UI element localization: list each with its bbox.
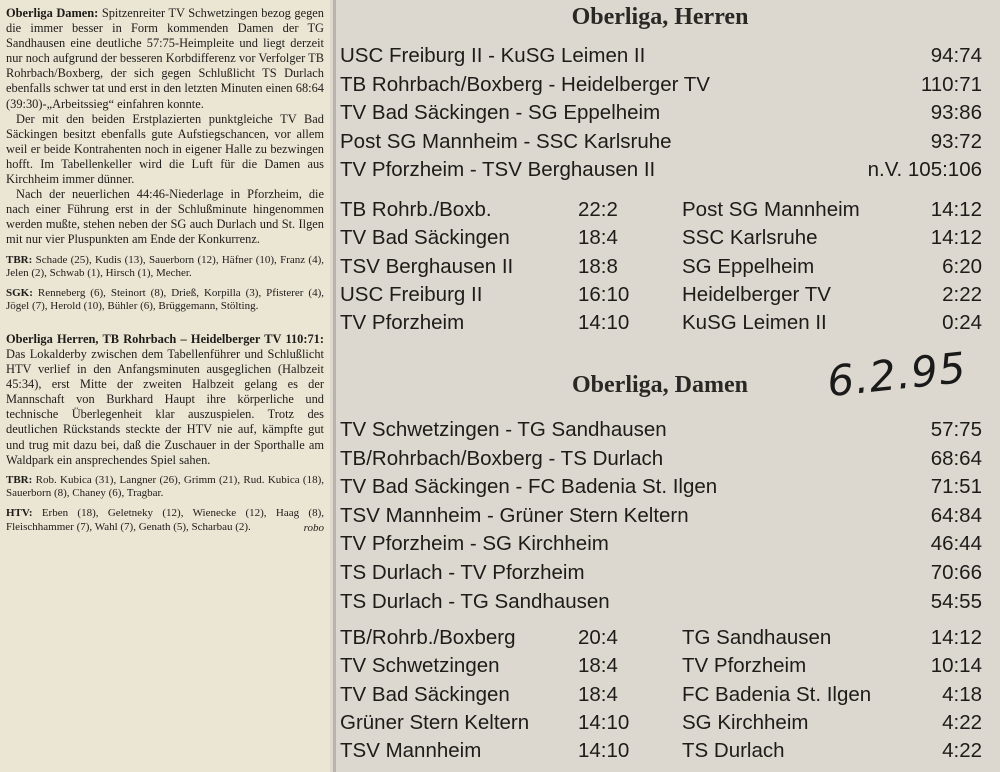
- match-score: n.V. 105:106: [867, 158, 982, 182]
- match-name: TB Rohrbach/Boxberg - Heidelberger TV: [340, 72, 710, 96]
- paragraph-heading: Oberliga Damen:: [6, 6, 99, 20]
- team-name: SSC Karlsruhe: [682, 226, 818, 250]
- match-name: TS Durlach - TV Pforzheim: [340, 560, 585, 584]
- team-name: TG Sandhausen: [682, 626, 832, 649]
- team-points: 14:12: [930, 226, 982, 250]
- result-row: [340, 99, 982, 128]
- lineup-label: TBR:: [6, 253, 33, 266]
- match-score: 57:75: [930, 418, 982, 441]
- lineup-label: TBR:: [6, 473, 33, 486]
- paragraph-heading: Oberliga Herren, TB Rohrbach – Heidelberger TV 110:71:: [6, 331, 324, 346]
- team-name: FC Badenia St. Ilgen: [682, 682, 872, 706]
- team-name: KuSG Leimen II: [682, 311, 827, 335]
- team-points: 14:10: [578, 311, 630, 335]
- team-name: Post SG Mannheim: [682, 198, 860, 221]
- team-points: 18:4: [578, 682, 618, 706]
- result-row: [340, 530, 982, 559]
- result-row: [340, 71, 982, 100]
- lineup-text: Schade (25), Kudis (13), Sauerborn (12), Häfner (10), Franz (4), Jelen (2), Schwab (1), Hirsch (1), Mecher.: [6, 253, 324, 280]
- team-name: TV Pforzheim: [340, 311, 465, 335]
- damen-results: [340, 416, 982, 616]
- team-points: 14:10: [578, 710, 630, 734]
- team-name: TB Rohrb./Boxb.: [340, 198, 492, 221]
- team-name: TV Schwetzingen: [340, 654, 500, 678]
- team-points: 4:22: [942, 710, 982, 734]
- standings-row: [340, 624, 982, 652]
- match-name: TV Pforzheim - TSV Berghausen II: [340, 158, 656, 182]
- team-name: TSV Mannheim: [340, 739, 482, 763]
- standings-row: [340, 709, 982, 737]
- lineup-tbr: [6, 474, 324, 501]
- lineup-text: Erben (18), Geletneky (12), Wienecke (12), Haag (8), Fleischhammer (7), Wahl (7), Genath (5), Scharbau (2).: [6, 506, 324, 533]
- match-name: TV Pforzheim - SG Kirchheim: [340, 532, 609, 556]
- lineup-label: SGK:: [6, 286, 33, 299]
- team-name: SG Kirchheim: [682, 710, 809, 734]
- match-name: TSV Mannheim - Grüner Stern Keltern: [340, 503, 689, 527]
- team-points: 16:10: [578, 282, 630, 306]
- team-points: 22:2: [578, 198, 618, 221]
- standings-row: [340, 737, 982, 765]
- damen-standings: [340, 624, 982, 765]
- team-points: 0:24: [942, 311, 982, 335]
- result-row: [340, 416, 982, 445]
- match-score: 71:51: [930, 475, 982, 499]
- team-name: TV Bad Säckingen: [340, 226, 510, 250]
- article-paragraph: Nach der neuerlichen 44:46-Niederlage in Pforzheim, die nach einer Führung erst in der Schlußminute hingenommen werden mußte, stehen neben der SG auch Durlach und St. Ilgen mit nur vier Pluspunkten am Ende der Konkurrenz.: [6, 187, 324, 247]
- team-points: 14:12: [930, 626, 982, 649]
- paragraph-text: Das Lokalderby zwischen dem Tabellenführer und Schlußlicht HTV verlief in den Anfangsminuten ausgeglichen (Halbzeit 45:34), erst Mitte der zweiten Halbzeit gelang es der Mannschaft von Burkhard Haupt ihre körperliche und technische Überlegenheit klar auszuspielen. Trotz des deutlichen Rückstands steckte der HTV nie auf, kämpfte gut und trug mit dazu bei, daß die Zuschauer in der Sporthalle am Waldpark ein ansprechendes Spiel sahen.: [6, 346, 324, 467]
- team-name: Heidelberger TV: [682, 282, 831, 306]
- match-score: 54:55: [930, 589, 982, 613]
- match-score: 64:84: [930, 503, 982, 527]
- team-points: 14:12: [930, 198, 982, 221]
- match-name: TS Durlach - TG Sandhausen: [340, 589, 610, 613]
- team-name: TS Durlach: [682, 739, 785, 763]
- lineup-sgk: [6, 287, 324, 314]
- match-score: 93:86: [930, 101, 982, 125]
- team-name: USC Freiburg II: [340, 282, 483, 306]
- team-name: TSV Berghausen II: [340, 254, 514, 278]
- lineup-label: HTV:: [6, 506, 33, 519]
- herren-heading: Oberliga, Herren: [571, 4, 749, 30]
- team-name: Grüner Stern Keltern: [340, 710, 530, 734]
- match-score: 70:66: [930, 560, 982, 584]
- result-row: [340, 473, 982, 502]
- match-score: 46:44: [930, 532, 982, 556]
- column-divider: [333, 0, 336, 772]
- match-name: TV Bad Säckingen - SG Eppelheim: [340, 101, 661, 125]
- lineup-text: Rob. Kubica (31), Langner (26), Grimm (21), Rud. Kubica (18), Sauerborn (8), Chaney (6), Tragbar.: [6, 473, 324, 500]
- team-points: 2:22: [942, 282, 982, 306]
- result-row: [340, 128, 982, 157]
- team-points: 18:4: [578, 654, 618, 678]
- match-score: 94:74: [930, 44, 982, 67]
- result-row: [340, 559, 982, 588]
- team-name: TV Pforzheim: [682, 654, 807, 678]
- article-paragraph: Der mit den beiden Erstplazierten punktgleiche TV Bad Säckingen besitzt ebenfalls gute Aufstiegschancen, vor allem weil er beide Kontrahenten noch in eigener Halle zu bezwingen hofft. Im Tabellenkeller wird die Luft für die Damen aus Kirchheim immer dünner.: [6, 111, 324, 187]
- lineup-text: Renneberg (6), Steinort (8), Drieß, Korpilla (3), Pfisterer (4), Jögel (7), Herold (10), Bühler (6), Brüggemann, Stölting.: [6, 286, 324, 313]
- standings-row: [340, 652, 982, 680]
- standings-row: [340, 224, 982, 252]
- team-points: 20:4: [578, 626, 618, 649]
- damen-heading: Oberliga, Damen: [572, 372, 748, 398]
- team-name: TV Bad Säckingen: [340, 682, 510, 706]
- standings-row: [340, 196, 982, 224]
- herren-results: [340, 42, 982, 185]
- match-name: TB/Rohrbach/Boxberg - TS Durlach: [340, 446, 664, 470]
- team-points: 10:14: [930, 654, 982, 678]
- team-points: 4:18: [942, 682, 982, 706]
- result-row: [340, 42, 982, 71]
- team-points: 4:22: [942, 739, 982, 763]
- match-score: 68:64: [930, 446, 982, 470]
- handwritten-date: 6.2.95: [824, 342, 969, 407]
- article-column: [0, 0, 330, 772]
- paragraph-text: Spitzenreiter TV Schwetzingen bezog gegen die immer besser in Form kommenden Damen der TG Sandhausen eine deutliche 57:75-Heimpleite und liegt derzeit nur noch aufgrund der besseren Korbdifferenz vor Verfolger TB Rohrbach/Boxberg, der sich gegen Schlußlicht TS Durlach ebenfalls schwer tat und erst in den letzten Minuten einen 68:64 (39:30)-„Arbeitssieg“ einfahren konnte.: [6, 6, 324, 111]
- standings-row: [340, 281, 982, 309]
- team-points: 18:8: [578, 254, 618, 278]
- standings-row: [340, 253, 982, 281]
- team-points: 6:20: [942, 254, 982, 278]
- team-name: SG Eppelheim: [682, 254, 815, 278]
- standings-row: [340, 309, 982, 337]
- match-name: USC Freiburg II - KuSG Leimen II: [340, 44, 646, 67]
- match-name: TV Bad Säckingen - FC Badenia St. Ilgen: [340, 475, 718, 499]
- article-paragraph: [6, 6, 324, 112]
- result-row: [340, 445, 982, 474]
- match-name: Post SG Mannheim - SSC Karlsruhe: [340, 129, 672, 153]
- match-score: 93:72: [930, 129, 982, 153]
- article-paragraph: [6, 332, 324, 468]
- result-row: [340, 502, 982, 531]
- team-points: 14:10: [578, 739, 630, 763]
- team-name: TB/Rohrb./Boxberg: [340, 626, 516, 649]
- lineup-tbr: [6, 254, 324, 281]
- match-name: TV Schwetzingen - TG Sandhausen: [340, 418, 667, 441]
- herren-standings: [340, 196, 982, 337]
- match-score: 110:71: [920, 72, 982, 96]
- standings-row: [340, 681, 982, 709]
- author-signature: robo: [303, 522, 324, 535]
- results-column: [340, 0, 1000, 772]
- team-points: 18:4: [578, 226, 618, 250]
- result-row: [340, 156, 982, 185]
- result-row: [340, 588, 982, 617]
